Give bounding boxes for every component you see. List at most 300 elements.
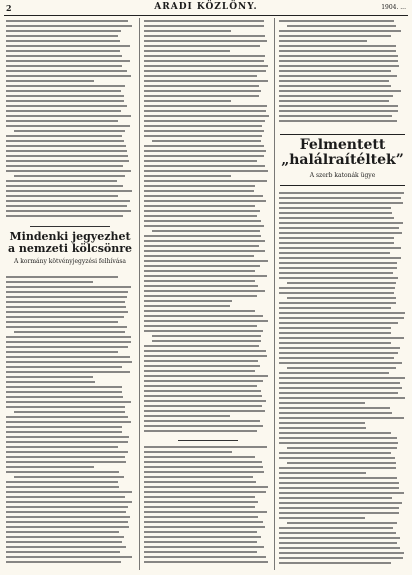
text-line xyxy=(279,95,393,97)
text-line xyxy=(144,541,257,543)
text-line xyxy=(144,205,255,207)
text-line xyxy=(6,396,123,398)
text-line xyxy=(6,160,129,162)
text-line xyxy=(144,466,263,468)
text-line xyxy=(144,405,262,407)
text-line xyxy=(6,291,128,293)
column-1-text-bottom xyxy=(6,276,134,566)
text-line xyxy=(6,516,130,518)
text-line xyxy=(279,197,401,199)
text-line xyxy=(144,300,232,302)
text-line xyxy=(279,412,392,414)
text-line xyxy=(279,100,389,102)
text-line xyxy=(279,222,403,224)
text-line xyxy=(6,20,128,22)
text-line xyxy=(144,170,268,172)
text-line xyxy=(279,562,391,564)
text-line xyxy=(144,270,255,272)
text-line xyxy=(6,70,127,72)
text-line xyxy=(144,30,231,32)
text-line xyxy=(279,20,394,22)
text-line xyxy=(6,75,131,77)
text-line xyxy=(279,532,396,534)
text-line xyxy=(144,85,259,87)
text-line xyxy=(144,145,264,147)
text-line xyxy=(279,507,399,509)
text-line xyxy=(279,207,391,209)
text-line xyxy=(6,50,120,52)
text-line xyxy=(279,105,398,107)
text-line xyxy=(279,115,392,117)
article-heading: Mindenki jegyezhet a nemzeti kölcsönre xyxy=(7,230,133,255)
text-line xyxy=(152,230,260,232)
text-line xyxy=(6,521,128,523)
text-line xyxy=(287,447,397,449)
text-line xyxy=(144,180,267,182)
text-line xyxy=(144,215,257,217)
text-line xyxy=(144,220,261,222)
text-line xyxy=(144,135,262,137)
text-line xyxy=(6,110,121,112)
text-line xyxy=(6,446,118,448)
text-line xyxy=(144,486,268,488)
text-line xyxy=(144,120,265,122)
text-line xyxy=(144,165,265,167)
text-line xyxy=(144,385,257,387)
text-line xyxy=(6,386,122,388)
text-line xyxy=(6,60,130,62)
text-line xyxy=(6,105,127,107)
text-line xyxy=(6,561,121,563)
header-rule xyxy=(4,15,408,16)
text-line xyxy=(6,326,127,328)
text-line xyxy=(6,506,128,508)
text-line xyxy=(279,342,391,344)
text-line xyxy=(6,40,120,42)
text-line xyxy=(6,190,132,192)
text-line xyxy=(144,290,265,292)
text-line xyxy=(14,175,125,177)
text-line xyxy=(279,352,398,354)
text-line xyxy=(279,272,393,274)
text-line xyxy=(144,320,268,322)
text-line xyxy=(6,311,128,313)
text-line xyxy=(279,70,391,72)
text-line xyxy=(6,316,124,318)
text-line xyxy=(14,411,125,413)
text-line xyxy=(144,556,266,558)
text-line xyxy=(144,250,265,252)
text-line xyxy=(144,531,257,533)
text-line xyxy=(279,110,398,112)
text-line xyxy=(144,415,230,417)
text-line xyxy=(144,551,257,553)
text-line xyxy=(6,210,131,212)
text-line xyxy=(279,287,395,289)
text-line xyxy=(144,325,257,327)
text-line xyxy=(6,30,121,32)
text-line xyxy=(6,366,122,368)
text-line xyxy=(144,65,268,67)
text-line xyxy=(6,301,125,303)
text-line xyxy=(144,516,258,518)
text-line xyxy=(279,302,396,304)
text-line xyxy=(279,397,405,399)
text-line xyxy=(6,526,129,528)
text-line xyxy=(6,170,131,172)
text-line xyxy=(144,80,268,82)
text-line xyxy=(6,401,131,403)
text-line xyxy=(6,145,126,147)
text-line xyxy=(279,65,399,67)
text-line xyxy=(144,526,265,528)
text-line xyxy=(152,140,261,142)
text-line xyxy=(144,471,264,473)
text-line xyxy=(6,351,118,353)
text-line xyxy=(144,60,264,62)
text-line xyxy=(6,551,120,553)
text-line xyxy=(279,75,397,77)
text-line xyxy=(144,310,255,312)
text-line xyxy=(144,536,261,538)
text-line xyxy=(279,422,365,424)
text-line xyxy=(279,482,399,484)
text-line xyxy=(279,242,394,244)
text-line xyxy=(144,280,255,282)
text-line xyxy=(6,496,125,498)
text-line xyxy=(279,232,402,234)
text-line xyxy=(6,436,129,438)
text-line xyxy=(287,522,397,524)
text-line xyxy=(144,345,259,347)
text-line xyxy=(144,481,256,483)
text-line xyxy=(279,487,399,489)
text-line xyxy=(279,237,394,239)
text-line xyxy=(6,341,131,343)
text-line xyxy=(279,477,397,479)
text-line xyxy=(279,85,391,87)
text-line xyxy=(144,496,255,498)
text-line xyxy=(279,402,365,404)
text-line xyxy=(144,200,266,202)
text-line xyxy=(6,200,130,202)
text-line xyxy=(279,80,389,82)
text-line xyxy=(287,282,396,284)
text-line xyxy=(279,90,401,92)
text-line xyxy=(6,461,126,463)
text-line xyxy=(6,336,131,338)
text-line xyxy=(144,491,266,493)
column-divider-1 xyxy=(139,18,140,570)
text-line xyxy=(279,217,394,219)
text-line xyxy=(6,376,93,378)
text-line xyxy=(279,442,398,444)
page-number: 2 xyxy=(6,3,12,13)
text-line xyxy=(144,410,265,412)
text-line xyxy=(6,215,123,217)
text-line xyxy=(6,381,95,383)
text-line xyxy=(279,212,392,214)
text-line xyxy=(144,456,255,458)
text-line xyxy=(144,45,260,47)
text-line xyxy=(6,406,125,408)
text-line xyxy=(144,210,260,212)
text-line xyxy=(6,321,118,323)
text-line xyxy=(152,340,261,342)
text-line xyxy=(6,80,94,82)
text-line xyxy=(6,556,132,558)
text-line xyxy=(144,150,266,152)
text-line xyxy=(279,60,398,62)
text-line xyxy=(6,536,124,538)
text-line xyxy=(6,185,123,187)
text-line xyxy=(279,50,396,52)
column-1-text-top xyxy=(6,20,134,220)
text-line xyxy=(6,296,127,298)
text-line xyxy=(152,335,261,337)
text-line xyxy=(144,501,258,503)
column-2-text-bottom xyxy=(144,446,270,566)
text-line xyxy=(279,120,397,122)
text-line xyxy=(14,130,125,132)
text-line xyxy=(287,25,396,27)
text-line xyxy=(144,155,264,157)
text-line xyxy=(144,425,263,427)
column-3-text-top xyxy=(279,20,406,125)
text-line xyxy=(6,65,122,67)
text-line xyxy=(144,400,266,402)
text-line xyxy=(279,307,391,309)
text-line xyxy=(6,541,122,543)
text-line xyxy=(144,315,263,317)
text-line xyxy=(6,155,128,157)
text-line xyxy=(279,512,399,514)
text-line xyxy=(6,451,128,453)
text-line xyxy=(6,501,132,503)
text-line xyxy=(144,461,262,463)
text-line xyxy=(144,110,266,112)
text-line xyxy=(144,235,261,237)
text-line xyxy=(144,360,258,362)
text-line xyxy=(279,40,367,42)
text-line xyxy=(144,40,267,42)
text-line xyxy=(144,365,260,367)
text-line xyxy=(144,115,269,117)
text-line xyxy=(6,115,131,117)
text-line xyxy=(6,195,118,197)
text-line xyxy=(6,150,127,152)
text-line xyxy=(279,537,400,539)
text-line xyxy=(6,35,118,37)
text-line xyxy=(279,55,398,57)
text-line xyxy=(144,521,263,523)
text-line xyxy=(144,355,267,357)
column-divider-2 xyxy=(274,18,275,570)
text-line xyxy=(6,471,119,473)
text-line xyxy=(279,497,392,499)
text-line xyxy=(144,511,267,513)
text-line xyxy=(6,416,128,418)
text-line xyxy=(144,420,260,422)
text-line xyxy=(279,382,400,384)
text-line xyxy=(6,426,122,428)
text-line xyxy=(144,25,264,27)
text-line xyxy=(6,180,117,182)
text-line xyxy=(279,227,399,229)
text-line xyxy=(6,356,130,358)
text-line xyxy=(287,367,396,369)
issue-date: 1904. ... xyxy=(381,4,406,11)
text-line xyxy=(6,85,125,87)
text-line xyxy=(144,255,254,257)
text-line xyxy=(279,467,396,469)
text-line xyxy=(279,527,393,529)
text-line xyxy=(6,165,123,167)
text-line xyxy=(6,286,131,288)
text-line xyxy=(6,361,132,363)
text-line xyxy=(6,431,122,433)
text-line xyxy=(144,55,265,57)
text-line xyxy=(144,390,261,392)
text-line xyxy=(6,205,127,207)
text-line xyxy=(144,95,259,97)
text-line xyxy=(6,95,124,97)
text-line xyxy=(144,375,268,377)
text-line xyxy=(6,456,125,458)
text-line xyxy=(279,202,403,204)
text-line xyxy=(6,125,130,127)
text-line xyxy=(287,462,396,464)
text-line xyxy=(144,350,266,352)
text-line xyxy=(279,262,397,264)
text-line xyxy=(279,252,390,254)
text-line xyxy=(144,506,255,508)
text-line xyxy=(144,190,254,192)
masthead: ARADI KÖZLÖNY. xyxy=(154,2,258,12)
text-line xyxy=(279,277,398,279)
text-line xyxy=(6,25,132,27)
text-line xyxy=(144,430,257,432)
text-line xyxy=(144,265,260,267)
text-line xyxy=(279,35,391,37)
text-line xyxy=(144,446,267,448)
text-line xyxy=(279,267,397,269)
column-2-text-top xyxy=(144,20,270,435)
text-line xyxy=(287,297,396,299)
text-line xyxy=(6,466,94,468)
text-line xyxy=(144,90,261,92)
text-line xyxy=(144,185,255,187)
text-line xyxy=(144,245,259,247)
text-line xyxy=(279,502,402,504)
text-line xyxy=(279,317,404,319)
text-line xyxy=(279,372,389,374)
text-line xyxy=(279,332,391,334)
text-line xyxy=(144,130,264,132)
text-line xyxy=(144,476,253,478)
text-line xyxy=(279,552,404,554)
text-line xyxy=(279,257,401,259)
text-line xyxy=(279,407,390,409)
text-line xyxy=(6,546,126,548)
text-line xyxy=(279,392,398,394)
text-line xyxy=(144,35,265,37)
text-line xyxy=(279,357,394,359)
headline: Felmentett „halálraítéltek” xyxy=(281,137,404,168)
column-3-text-bottom xyxy=(279,192,406,567)
text-line xyxy=(6,135,122,137)
text-line xyxy=(144,160,257,162)
text-line xyxy=(6,486,119,488)
page-header xyxy=(0,0,412,16)
text-line xyxy=(279,472,366,474)
text-line xyxy=(279,292,394,294)
text-line xyxy=(144,70,266,72)
text-line xyxy=(279,437,397,439)
text-line xyxy=(6,120,118,122)
text-line xyxy=(279,377,405,379)
text-line xyxy=(279,432,391,434)
text-line xyxy=(279,542,397,544)
text-line xyxy=(144,451,232,453)
text-line xyxy=(279,337,404,339)
text-line xyxy=(14,476,124,478)
text-line xyxy=(6,481,118,483)
article-subheading: A kormány kötvényjegyzési felhívása xyxy=(14,258,126,265)
text-line xyxy=(6,531,119,533)
headline-subtitle: A szerb katonák ügye xyxy=(309,172,376,179)
text-line xyxy=(279,347,400,349)
text-line xyxy=(279,192,404,194)
text-line xyxy=(279,547,400,549)
text-line xyxy=(144,546,264,548)
text-line xyxy=(279,362,402,364)
text-line xyxy=(144,260,268,262)
text-line xyxy=(279,457,395,459)
text-line xyxy=(144,195,263,197)
text-line xyxy=(279,45,396,47)
text-line xyxy=(279,387,402,389)
text-line xyxy=(6,371,130,373)
text-line xyxy=(144,285,258,287)
text-line xyxy=(6,276,118,278)
text-line xyxy=(6,100,124,102)
text-line xyxy=(279,322,398,324)
text-line xyxy=(6,421,131,423)
text-line xyxy=(6,491,132,493)
text-line xyxy=(279,557,403,559)
section-divider xyxy=(178,440,238,441)
text-line xyxy=(144,105,267,107)
text-line xyxy=(144,225,264,227)
text-line xyxy=(144,395,262,397)
text-line xyxy=(14,331,125,333)
text-line xyxy=(144,275,267,277)
text-line xyxy=(6,391,122,393)
text-line xyxy=(144,75,257,77)
text-line xyxy=(6,441,128,443)
heading-rule xyxy=(30,226,110,227)
text-line xyxy=(6,346,128,348)
text-line xyxy=(144,125,262,127)
text-line xyxy=(279,427,366,429)
text-line xyxy=(279,417,404,419)
text-line xyxy=(144,370,255,372)
text-line xyxy=(144,305,230,307)
text-line xyxy=(144,20,264,22)
text-line xyxy=(279,247,401,249)
text-line xyxy=(144,50,230,52)
